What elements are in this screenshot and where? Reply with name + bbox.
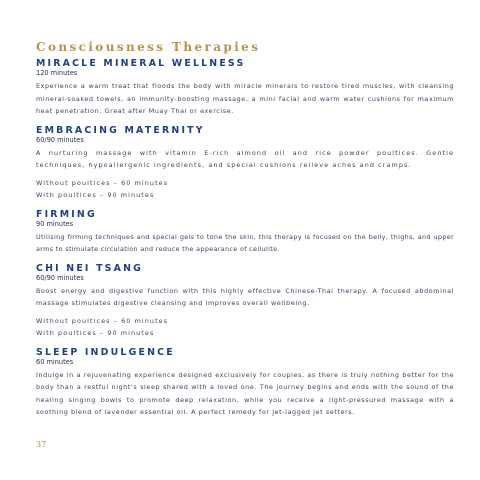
- therapy-option: With poultices – 90 minutes: [36, 329, 155, 337]
- therapy-name: CHI NEI TSANG: [36, 262, 144, 274]
- therapy-name: MIRACLE MINERAL WELLNESS: [36, 58, 246, 69]
- therapy-chi-nei-tsang: [36, 263, 454, 340]
- therapy-name: FIRMING: [36, 208, 97, 220]
- therapy-duration: 60 minutes: [36, 357, 74, 366]
- page-number: 37: [36, 440, 47, 449]
- therapy-duration: 90 minutes: [36, 219, 74, 228]
- therapy-option: Without poultices – 60 minutes: [36, 178, 169, 187]
- section-title: Consciousness Therapies: [36, 40, 261, 54]
- therapy-description: Boost energy and digestive function with this highly effective Chinese-Thai therapy. A focused abdominal massage stimulates digestive cleansing and improves overall wellbeing.: [36, 286, 454, 307]
- therapy-miracle-mineral-wellness: [36, 58, 454, 118]
- page-content: [36, 40, 454, 419]
- therapy-description: A nurturing massage with vitamin E-rich almond oil and rice powder poultices. Gentle techniques, hypoallergenic ingredients, and special cushions relieve aches and cramps.: [36, 148, 454, 169]
- therapy-sleep-indulgence: [36, 347, 454, 419]
- therapy-description: Utilising firming techniques and special gels to tone the skin, this therapy is focused on the belly, thighs, and upper arms to stimulate circulation and reduce the appearance of cellulite.: [36, 232, 454, 253]
- therapy-option: With poultices – 90 minutes: [36, 191, 155, 199]
- therapy-duration: 60/90 minutes: [36, 273, 84, 282]
- therapy-name: SLEEP INDULGENCE: [36, 346, 175, 358]
- therapy-duration: 120 minutes: [36, 69, 78, 77]
- therapy-name: EMBRACING MATERNITY: [36, 124, 205, 136]
- therapy-description: Experience a warm treat that floods the body with miracle minerals to restore tired muscles, with cleansing mineral-soaked towels, an immunity-boosting massage, a mini facial and warm water cushions for maximum heat penetration. Great after Muay Thai or exercise.: [36, 82, 454, 115]
- therapy-firming: [36, 209, 454, 256]
- therapy-embracing-maternity: [36, 125, 454, 202]
- therapy-option: Without poultices – 60 minutes: [36, 316, 169, 325]
- therapy-duration: 60/90 minutes: [36, 135, 84, 144]
- therapy-description: Indulge in a rejuvenating experience designed exclusively for couples, as there is truly nothing better for the body than a restful night's sleep shared with a loved one. The journey begins and ends with the sound of the healing singing bowls to promote deep relaxation, while you receive a light-pressured massage with a soothing blend of lavender essential oil. A perfect remedy for jet-lagged jet setters.: [36, 370, 454, 416]
